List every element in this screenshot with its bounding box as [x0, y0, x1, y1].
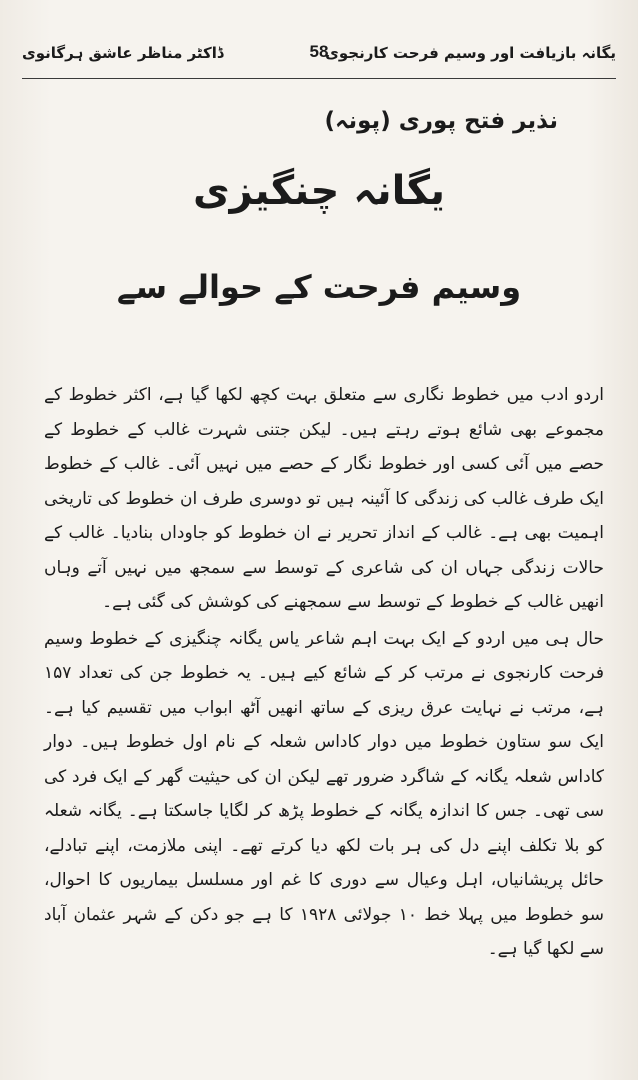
article-title: یگانہ چنگیزی [193, 168, 445, 214]
paragraph: حال ہی میں اردو کے ایک بہت اہم شاعر یاس یگانہ چنگیزی کے خطوط وسیم فرحت کارنجوی نے مرتب کر کے شائع کیے ہیں۔ یہ خطوط جن کی تعداد ۱۵۷ ہے، مرتب نے نہایت عرق ریزی کے ساتھ انھیں آٹھ ابواب میں تقسیم کیا ہے۔ ایک سو ستاون خطوط میں دوار کاداس شعلہ کے نام اول خطوط ہیں۔ دوار کاداس شعلہ یگانہ کے شاگرد ضرور تھے لیکن ان کی حیثیت گھر کے ایک فرد کی سی تھی۔ جس کا اندازہ یگانہ کے خطوط پڑھ کر لگایا جاسکتا ہے۔ یگانہ شعلہ کو بلا تکلف اپنے دل کی ہر بات لکھ دیا کرتے تھے۔ اپنی ملازمت، اپنے تبادلے، حائل پریشانیاں، اہل وعیال سے دوری کا غم اور مسلسل بیماریوں کا احوال، سو خطوط میں پہلا خط ۱۰ جولائی ۱۹۲۸ کا ہے جو دکن کے شہر عثمان آباد سے لکھا گیا ہے۔ [44, 628, 604, 959]
article-body [44, 378, 604, 967]
running-header [22, 38, 616, 79]
article-author: نذیر فتح پوری (پونہ) [324, 108, 558, 134]
page-number: 58 [309, 42, 329, 61]
paragraph: اردو ادب میں خطوط نگاری سے متعلق بہت کچھ لکھا گیا ہے، اکثر خطوط کے مجموعے بھی شائع ہوتے رہتے ہیں۔ لیکن جتنی شہرت غالب کے خطوط کے حصے میں آئی کسی اور خطوط نگار کے حصے میں نہیں آئی۔ غالب کے خطوط ایک طرف غالب کی زندگی کا آئینہ ہیں تو دوسری طرف ان خطوط کی تاریخی اہمیت بھی ہے۔ غالب کے انداز تحریر نے ان خطوط کو جاوداں بنادیا۔ غالب کے حالات زندگی جہاں ان کی شاعری کے توسط سے سمجھ میں نہیں آتے وہاں انھیں غالب کے خطوط کے توسط سے سمجھنے کی کوشش کی گئی ہے۔ [44, 385, 604, 612]
compiler-name: ڈاکٹر مناظر عاشق ہرگانوی [22, 44, 224, 62]
book-title: یگانہ بازیافت اور وسیم فرحت کارنجوی [325, 44, 616, 62]
article-subtitle: وسیم فرحت کے حوالے سے [116, 268, 522, 306]
